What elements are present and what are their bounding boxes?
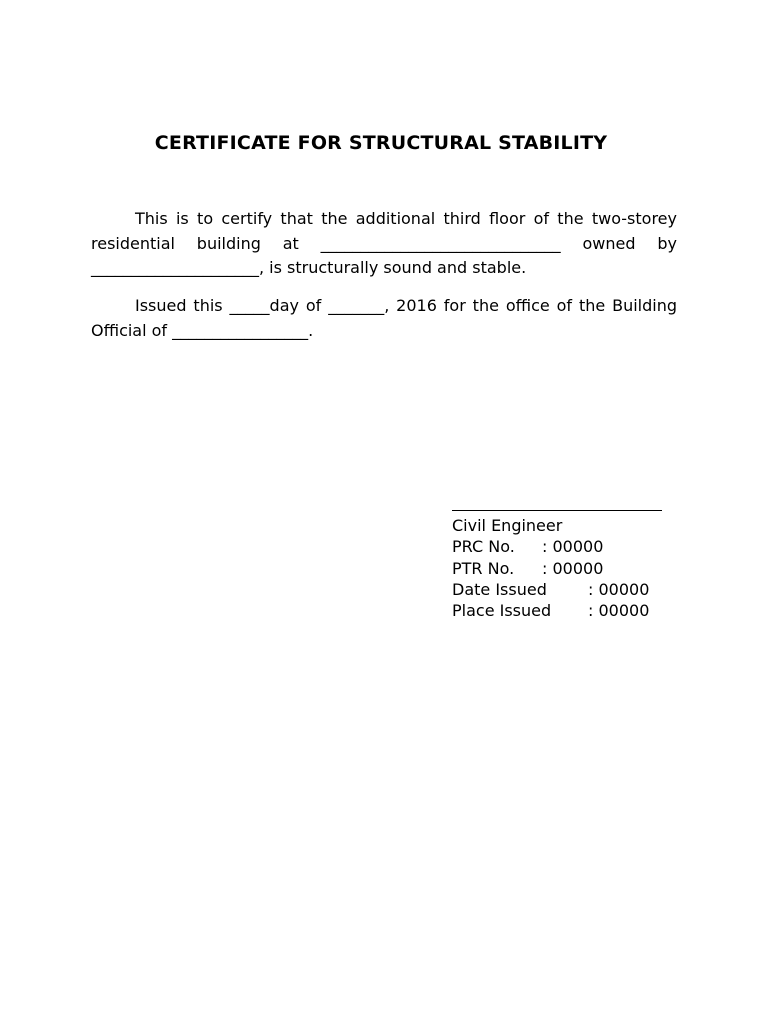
place-issued-value: : 00000 — [588, 601, 650, 621]
certification-text-part3: , is structurally sound and stable. — [259, 258, 527, 277]
ptr-number-label: PTR No. — [452, 558, 515, 578]
municipality-blank: _________________ — [172, 320, 309, 340]
certification-paragraph — [91, 207, 677, 281]
ptr-number-row — [452, 558, 692, 579]
issuance-text-part1: Issued this — [135, 296, 223, 315]
prc-number-label: PRC No. — [452, 537, 515, 557]
certification-text-part2: owned by — [582, 233, 677, 253]
issue-month-blank: _______ — [328, 296, 385, 315]
place-issued-row — [452, 600, 692, 621]
date-issued-row — [452, 579, 692, 600]
building-location-blank: ______________________________ — [320, 233, 561, 253]
date-issued-value: : 00000 — [588, 579, 650, 599]
prc-number-row — [452, 536, 692, 557]
signatory-title: Civil Engineer — [452, 516, 563, 535]
place-issued-label: Place Issued — [452, 601, 552, 621]
owner-name-blank: _____________________ — [91, 258, 259, 277]
issuance-text-part3: , 2016 for the office of the Building Official of — [91, 296, 678, 340]
certification-text-part1: This is to certify that the additional third floor of the two-storey residential building at — [91, 209, 677, 253]
issuance-paragraph — [91, 294, 677, 343]
ptr-number-value: : 00000 — [542, 558, 604, 578]
issuance-text-part2: day of — [269, 296, 322, 315]
signature-line — [452, 510, 662, 511]
date-issued-label: Date Issued — [452, 579, 547, 599]
issuance-text-part4: . — [308, 320, 314, 340]
signature-block — [452, 510, 692, 621]
certificate-title: CERTIFICATE FOR STRUCTURAL STABILITY — [154, 132, 608, 154]
issue-day-blank: _____ — [229, 296, 270, 315]
prc-number-value: : 00000 — [542, 537, 604, 557]
